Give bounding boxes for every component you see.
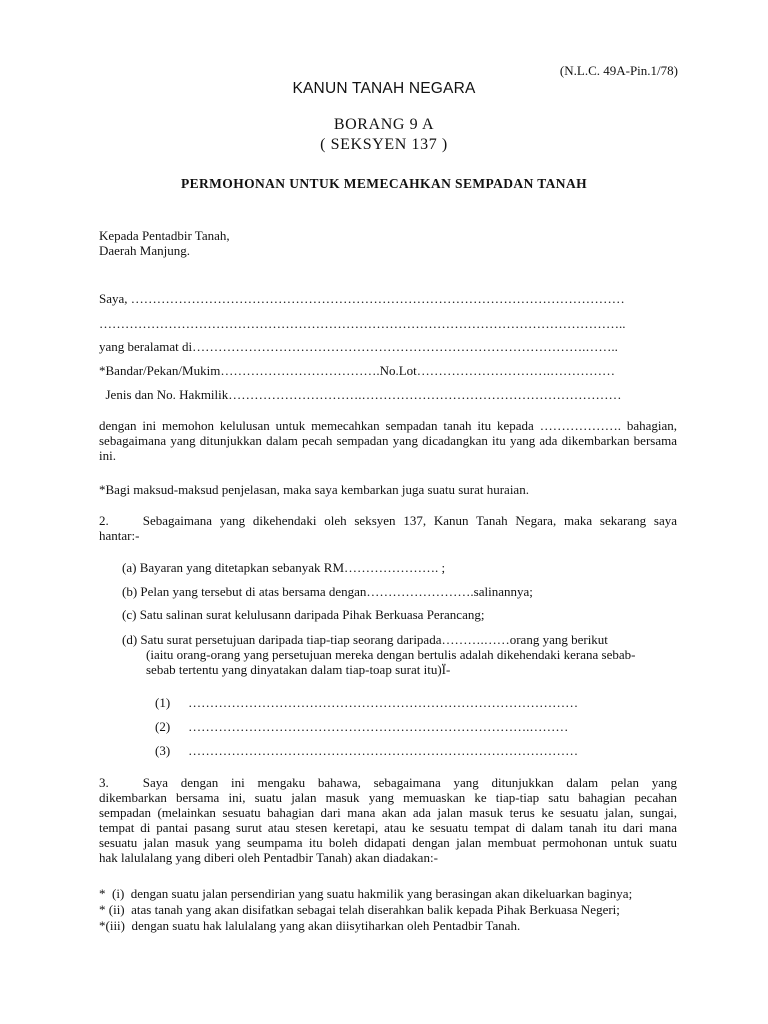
section-3-line-4: tempat di pantai pasang surut atau stesen keretapi, atau ke sesuatu tempat di dalam tanah itu dari mana bbox=[99, 820, 677, 835]
item-text: Pelan yang tersebut di atas bersama dengan…………………….salinannya; bbox=[140, 584, 533, 599]
consenting-person-3 bbox=[155, 743, 578, 758]
item-d-continuation-2: sebab tertentu yang dinyatakan dalam tiap-toap surat itu)Ï- bbox=[146, 662, 451, 677]
explanation-note: *Bagi maksud-maksud penjelasan, maka saya kembarkan juga suatu surat huraian. bbox=[99, 482, 529, 497]
item-text: Satu salinan surat kelulusann daripada Pihak Berkuasa Perancang; bbox=[139, 607, 485, 622]
application-paragraph: dengan ini memohon kelulusan untuk memecahkan sempadan tanah itu kepada ………………. bahagian, sebagaimana yang ditunjukkan dalam pecah sempadan yang dicadangkan itu yang ada dikembarkan bersama ini. bbox=[99, 418, 677, 463]
act-title: KANUN TANAH NEGARA bbox=[292, 80, 476, 97]
item-text: Satu surat persetujuan daripada tiap-tiap seorang daripada……….……orang yang berikut bbox=[140, 632, 608, 647]
submission-item-b bbox=[122, 584, 533, 599]
item-label: (b) bbox=[122, 584, 138, 599]
access-option-iii: *(iii) dengan suatu hak lalulalang yang akan diisytiharkan oleh Pentadbir Tanah. bbox=[99, 918, 521, 933]
submission-item-d bbox=[122, 632, 608, 647]
item-text: Bayaran yang ditetapkan sebanyak RM…………………. ; bbox=[139, 560, 446, 575]
section-3-line-1 bbox=[99, 775, 677, 790]
applicant-name-continuation-field: ………………………………………………………………………………………………………….. bbox=[99, 316, 626, 331]
form-title: BORANG 9 A bbox=[333, 116, 435, 133]
person-field: ……………………………………………………………………………… bbox=[188, 743, 579, 758]
consenting-person-1 bbox=[155, 695, 578, 710]
hakmilik-field: Jenis dan No. Hakmilik………………………….…………………………………………………… bbox=[99, 387, 622, 402]
person-field: ……………………………………………………………………………… bbox=[188, 695, 579, 710]
submission-item-a bbox=[122, 560, 445, 575]
item-label: (c) bbox=[122, 607, 137, 622]
item-d-continuation-1: (iaitu orang-orang yang persetujuan mereka dengan bertulis adalah dikehendaki kerana sebab- bbox=[146, 647, 636, 662]
person-label: (1) bbox=[155, 695, 171, 710]
section-3-line-5: sesuatu jalan masuk yang seumpama itu boleh didapati dengan jalan membuat permohonan untuk suatu bbox=[99, 835, 677, 850]
subject-title: PERMOHONAN UNTUK MEMECAHKAN SEMPADAN TANAH bbox=[180, 176, 588, 191]
addressee-line-1: Kepada Pentadbir Tanah, bbox=[99, 228, 230, 243]
person-label: (3) bbox=[155, 743, 171, 758]
applicant-name-field: Saya, …………………………………………………………………………………………………… bbox=[99, 291, 625, 306]
mukim-lot-field: *Bandar/Pekan/Mukim……………………………….No.Lot………………………….…………… bbox=[99, 363, 616, 378]
access-option-i: * (i) dengan suatu jalan persendirian yang suatu hakmilik yang berasingan akan dikeluarkan baginya; bbox=[99, 886, 633, 901]
section-2-number: 2. bbox=[99, 513, 109, 528]
section-2-text: Sebagaimana yang dikehendaki oleh seksyen 137, Kanun Tanah Negara, maka sekarang saya bbox=[142, 513, 677, 528]
submission-item-c bbox=[122, 607, 484, 622]
section-3-line-3: sempadan (melainkan sesuatu bahagian dari mana akan ada jalan masuk terus ke sesuatu jalan, sungai, bbox=[99, 805, 677, 820]
item-label: (a) bbox=[122, 560, 137, 575]
section-3-text: Saya dengan ini mengaku bahawa, sebagaimana yang ditunjukkan dalam pelan yang bbox=[142, 775, 677, 790]
section-3-line-2: dikembarkan bersama ini, suatu jalan masuk yang memuaskan ke tiap-tiap satu bahagian pecahan bbox=[99, 790, 677, 805]
section-3-number: 3. bbox=[99, 775, 109, 790]
consenting-person-2 bbox=[155, 719, 568, 734]
access-option-ii: * (ii) atas tanah yang akan disifatkan sebagai telah diserahkan balik kepada Pihak Berkuasa Negeri; bbox=[99, 902, 620, 917]
section-2-intro bbox=[99, 513, 677, 528]
section-3-line-6: hak lalulalang yang diberi oleh Pentadbir Tanah) akan diadakan:- bbox=[99, 850, 438, 865]
person-field: …………………………………………………………………….……… bbox=[188, 719, 569, 734]
addressee-line-2: Daerah Manjung. bbox=[99, 243, 190, 258]
item-label: (d) bbox=[122, 632, 138, 647]
person-label: (2) bbox=[155, 719, 171, 734]
form-reference-number: (N.L.C. 49A-Pin.1/78) bbox=[559, 63, 678, 78]
section-2-intro-continuation: hantar:- bbox=[99, 528, 140, 543]
applicant-address-field: yang beralamat di……………………………………………………………………………….…….. bbox=[99, 339, 618, 354]
section-title: ( SEKSYEN 137 ) bbox=[320, 136, 448, 153]
